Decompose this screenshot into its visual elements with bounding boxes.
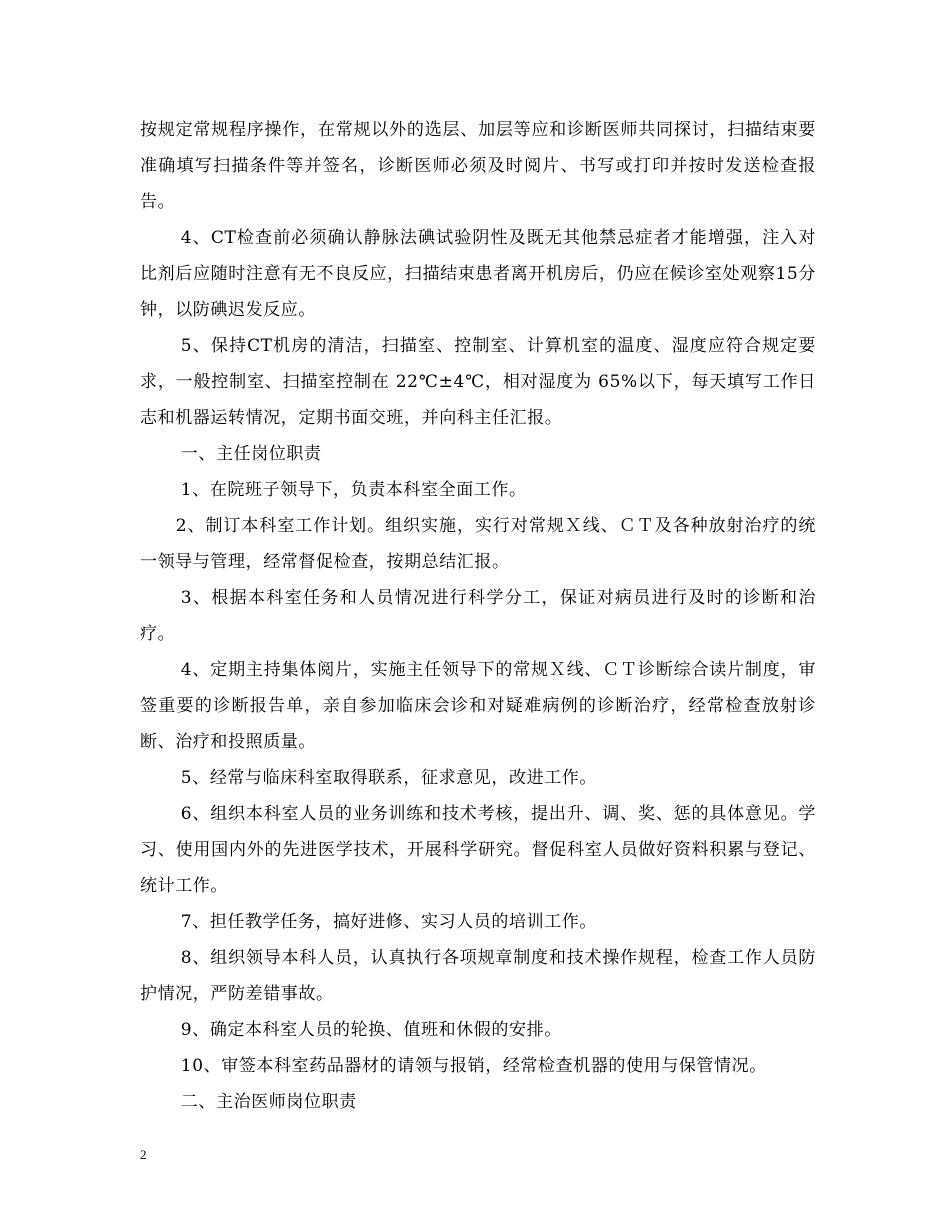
- paragraph-director-4: 4、定期主持集体阅片，实施主任领导下的常规Ｘ线、ＣＴ诊断综合读片制度，审签重要的诊断报告单，亲自参加临床会诊和对疑难病例的诊断治疗，经常检查放射诊断、治疗和投照质量。: [140, 660, 816, 752]
- paragraph-director-10: 10、审签本科室药品器材的请领与报销，经常检查机器的使用与保管情况。: [180, 1056, 767, 1076]
- paragraph-ct-room: 5、保持CT机房的清洁，扫描室、控制室、计算机室的温度、湿度应符合规定要求，一般控制室、扫描室控制在 22℃±4℃，相对湿度为 65%以下，每天填写工作日志和机器运转情况，定期书面交班，并向科主任汇报。: [140, 336, 816, 428]
- section-heading-director: 一、主任岗位职责: [180, 444, 322, 464]
- paragraph-director-1: 1、在院班子领导下，负责本科室全面工作。: [180, 480, 527, 500]
- paragraph-director-6: 6、组织本科室人员的业务训练和技术考核，提出升、调、奖、惩的具体意见。学习、使用国内外的先进医学技术，开展科学研究。督促科室人员做好资料积累与登记、统计工作。: [140, 804, 816, 896]
- section-heading-attending: 二、主治医师岗位职责: [180, 1092, 357, 1112]
- document-body: [140, 112, 816, 1120]
- paragraph-director-9: 9、确定本科室人员的轮换、值班和休假的安排。: [180, 1020, 562, 1040]
- paragraph-director-3: 3、根据本科室任务和人员情况进行科学分工，保证对病员进行及时的诊断和治疗。: [140, 588, 816, 644]
- paragraph-director-7: 7、担任教学任务，搞好进修、实习人员的培训工作。: [180, 912, 598, 932]
- paragraph-director-5: 5、经常与临床科室取得联系，征求意见，改进工作。: [180, 768, 598, 788]
- page-number: 2: [140, 1147, 147, 1162]
- paragraph-director-8: 8、组织领导本科人员，认真执行各项规章制度和技术操作规程，检查工作人员防护情况，严防差错事故。: [140, 948, 816, 1004]
- paragraph-continuation: 按规定常规程序操作，在常规以外的选层、加层等应和诊断医师共同探讨，扫描结束要准确填写扫描条件等并签名，诊断医师必须及时阅片、书写或打印并按时发送检查报告。: [140, 120, 816, 212]
- paragraph-ct-contrast: 4、CT检查前必须确认静脉法碘试验阴性及既无其他禁忌症者才能增强，注入对比剂后应随时注意有无不良反应，扫描结束患者离开机房后，仍应在候诊室处观察15分钟，以防碘迟发反应。: [140, 228, 816, 320]
- paragraph-director-2: 2、制订本科室工作计划。组织实施，实行对常规Ｘ线、ＣＴ及各种放射治疗的统一领导与管理，经常督促检查，按期总结汇报。: [140, 516, 816, 572]
